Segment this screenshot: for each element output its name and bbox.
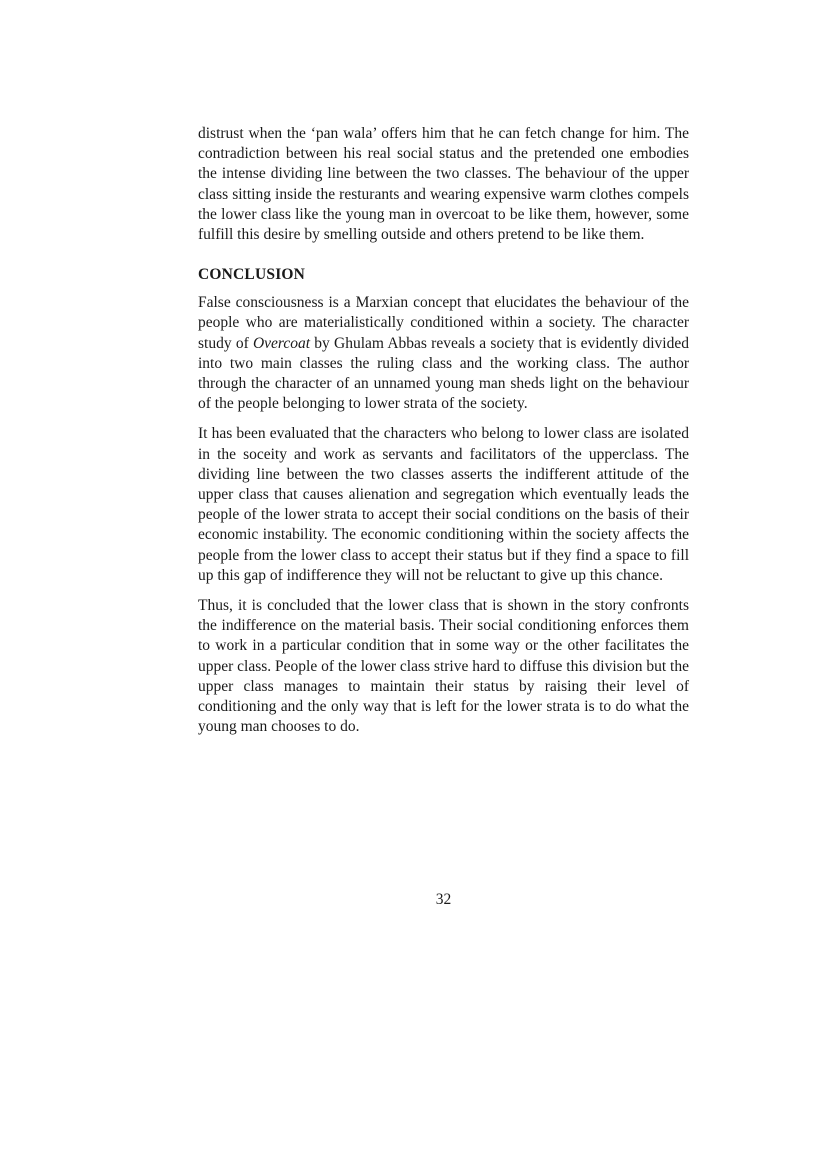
page-number: 32: [435, 891, 452, 908]
paragraph-text: False consciousness is a Marxian concept that elucidates the behaviour of the people who are materialistically conditioned within a society. The character study of: [198, 294, 689, 352]
work-title: Overcoat: [252, 334, 311, 352]
section-heading-conclusion: CONCLUSION: [198, 266, 306, 284]
paragraph-text: by Ghulam Abbas reveals a society that is evidently divided into two main classes the ruling class and the working class. The author through the character of an unnamed young man sheds light on the behaviour of the people belonging to lower strata of the society.: [198, 334, 689, 413]
intro-paragraph: distrust when the ‘pan wala’ offers him that he can fetch change for him. The contradiction between his real social status and the pretended one embodies the intense dividing line between the two classes. The behaviour of the upper class sitting inside the resturants and wearing expensive warm clothes compels the lower class like the young man in overcoat to be like them, however, some fulfill this desire by smelling outside and others pretend to be like them.: [198, 125, 689, 244]
conclusion-paragraph-1: [198, 293, 689, 414]
conclusion-paragraph-3: Thus, it is concluded that the lower class that is shown in the story confronts the indifference on the material basis. Their social conditioning enforces them to work in a particular condition that in some way or the other facilitates the upper class. People of the lower class strive hard to diffuse this division but the upper class manages to maintain their status by raising their level of conditioning and the only way that is left for the lower strata is to do what the young man chooses to do.: [198, 597, 689, 736]
conclusion-paragraph-2: It has been evaluated that the characters who belong to lower class are isolated in the soceity and work as servants and facilitators of the upperclass. The dividing line between the two classes asserts the indifferent attitude of the upper class that causes alienation and segregation which eventually leads the people of the lower strata to accept their social conditions on the basis of their economic instability. The economic conditioning within the society affects the people from the lower class to accept their status but if they find a space to fill up this gap of indifference they will not be reluctant to give up this chance.: [198, 425, 689, 584]
document-page-body: [198, 124, 689, 737]
